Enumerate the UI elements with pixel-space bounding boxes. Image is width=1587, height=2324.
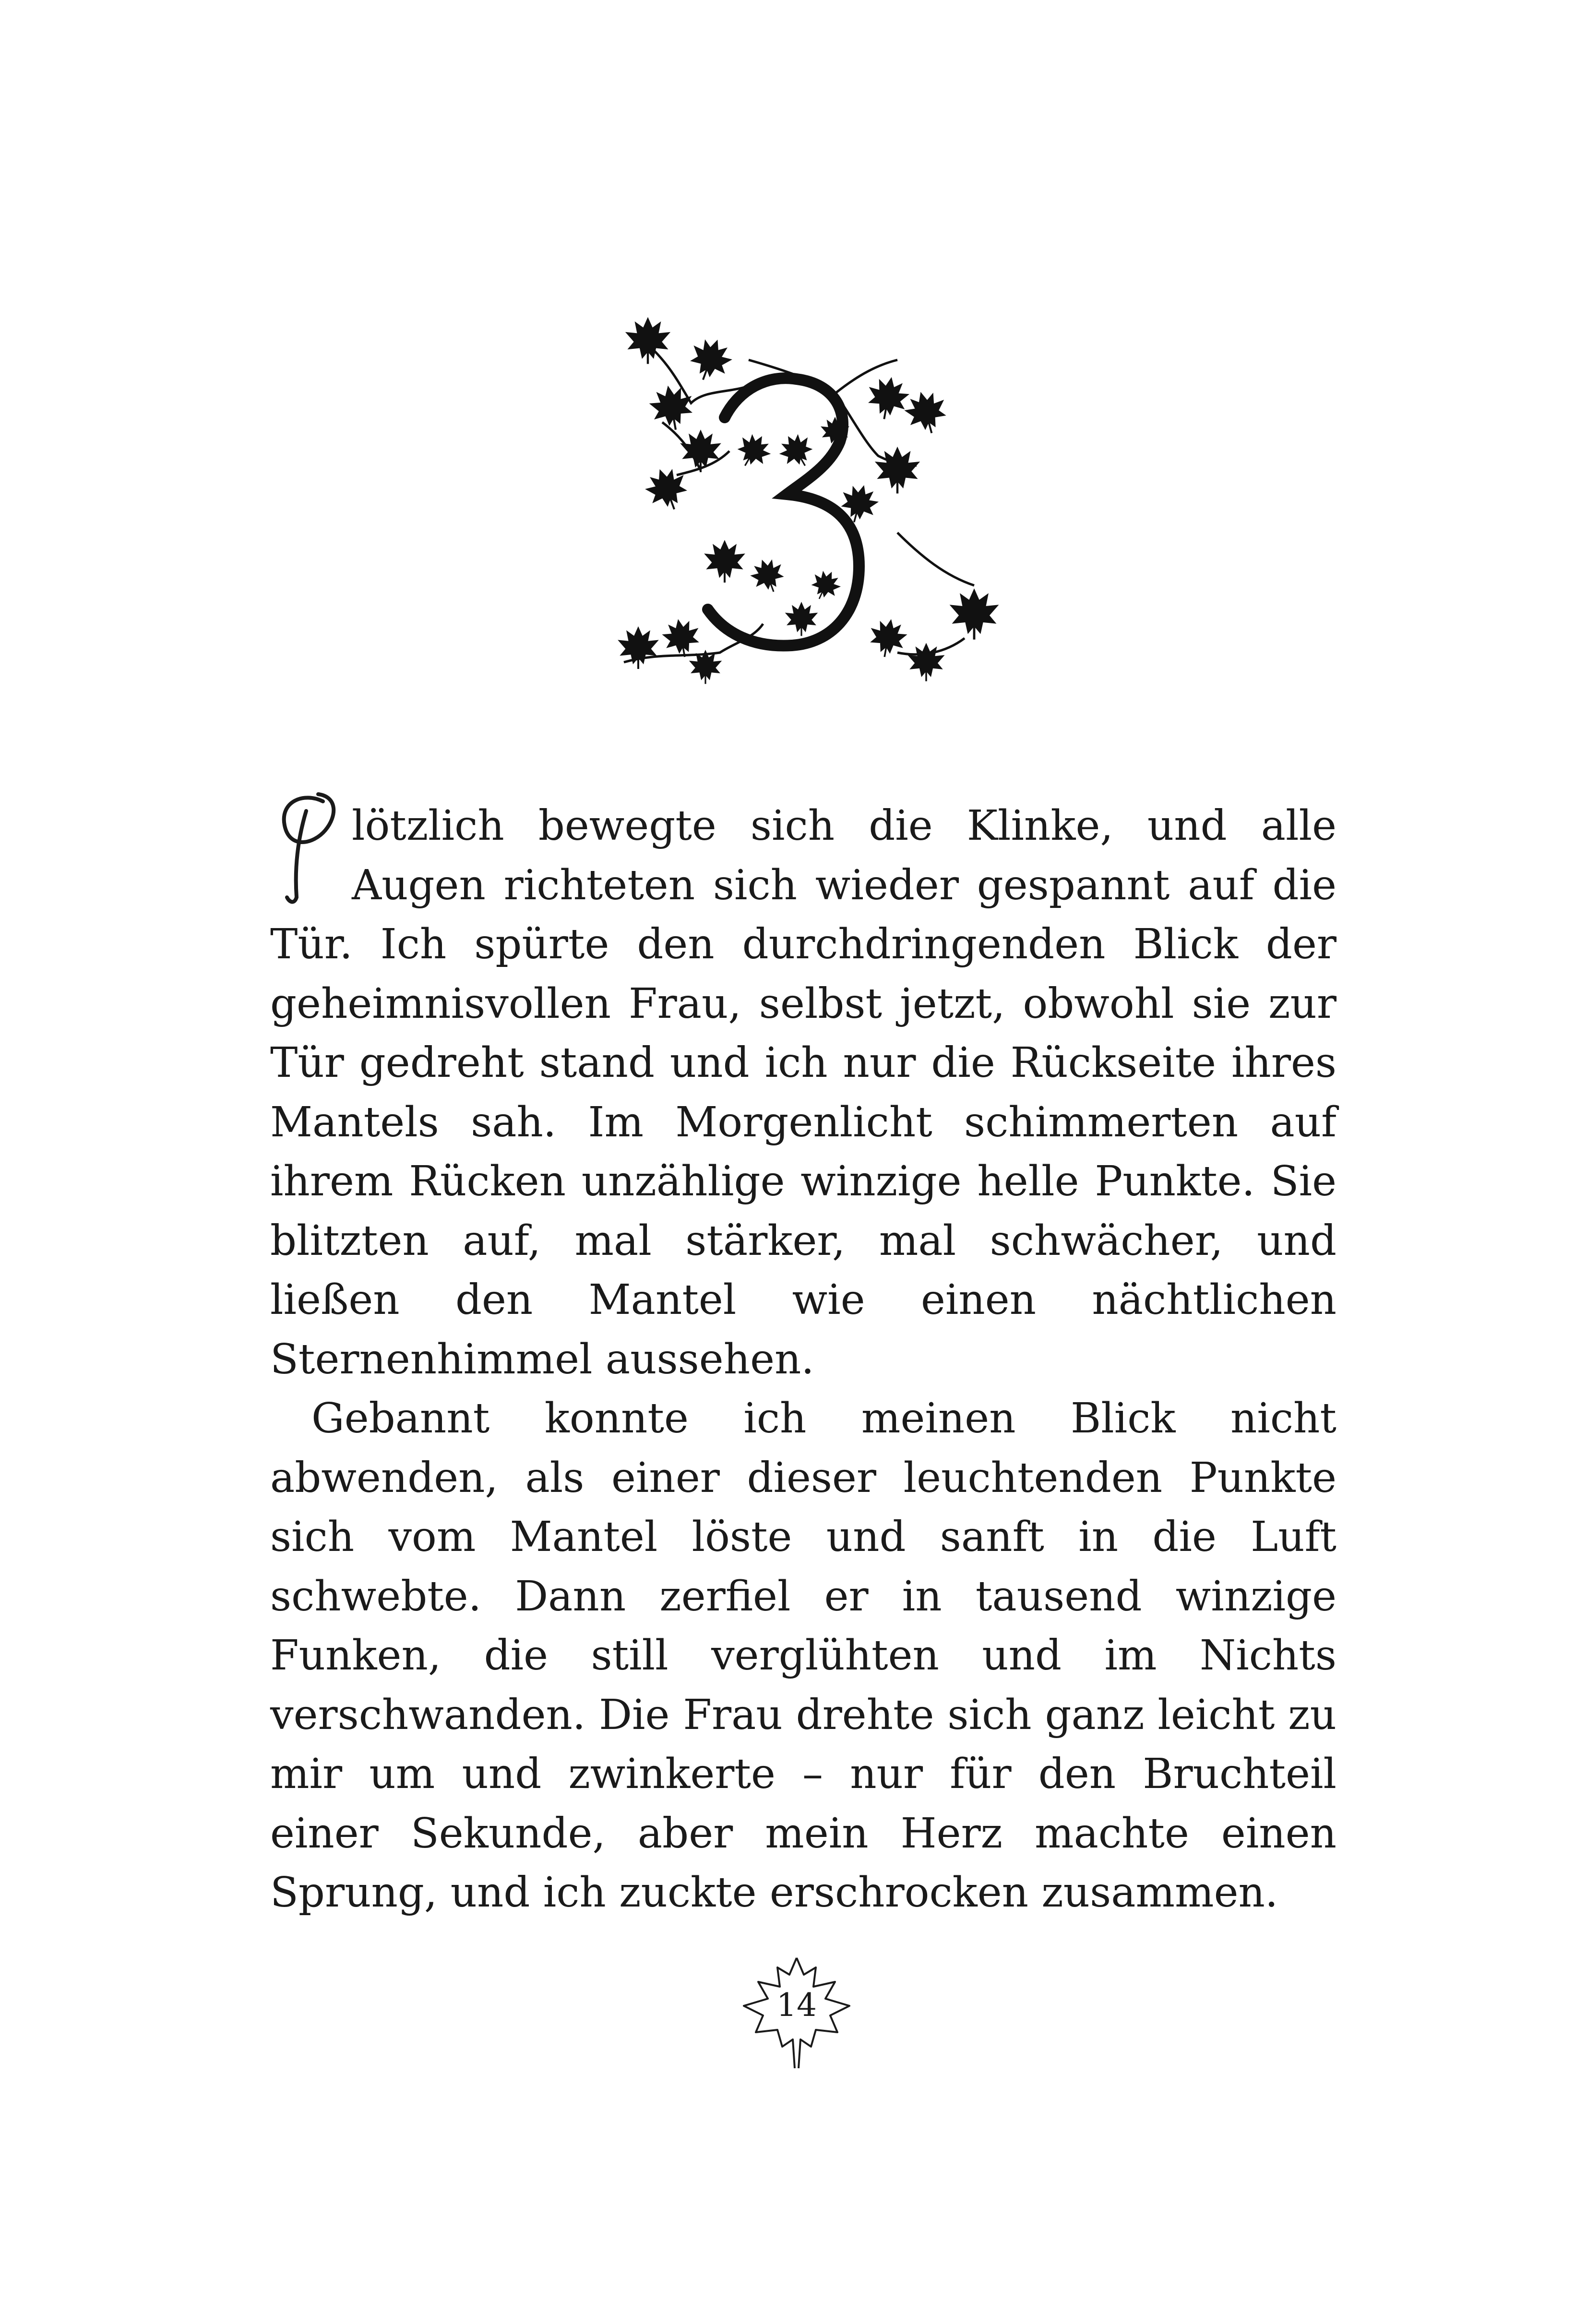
page-folio	[739, 1953, 854, 2073]
drop-cap	[270, 782, 352, 900]
body-text	[270, 797, 1336, 1923]
paragraph-2: Gebannt konnte ich meinen Blick nicht abwenden, als einer dieser leuchtenden Punkte sich vom Mantel löste und sanft in die Luft schwebte. Dann zerfiel er in tausend winzige Funken, die still verglühten und im Nichts verschwanden. Die Frau drehte sich ganz leicht zu mir um und zwinkerte – nur für den Bruchteil einer Sekunde, aber mein Herz machte einen Sprung, und ich zuckte erschrocken zusammen.	[270, 1394, 1336, 1917]
vine-leaf-numeral-icon	[609, 307, 1022, 701]
paragraph-1-text: lötzlich bewegte sich die Klinke, und alle Augen richteten sich wieder gespannt auf die Tür. Ich spürte den durchdringenden Blick der geheimnisvollen Frau, selbst jetzt, obwohl sie zur Tür gedreht stand und ich nur die Rückseite ihres Mantels sah. Im Morgenlicht schimmerten auf ihrem Rücken unzählige winzige helle Punkte. Sie blitzten auf, mal stärker, mal schwächer, und ließen den Mantel wie einen nächtlichen Sternenhimmel aussehen.	[270, 802, 1336, 1383]
page-number: 14	[776, 1987, 817, 2024]
chapter-number-ornament	[609, 307, 1022, 701]
paragraph-1	[270, 797, 1336, 1389]
drop-cap-p-icon	[270, 782, 352, 907]
